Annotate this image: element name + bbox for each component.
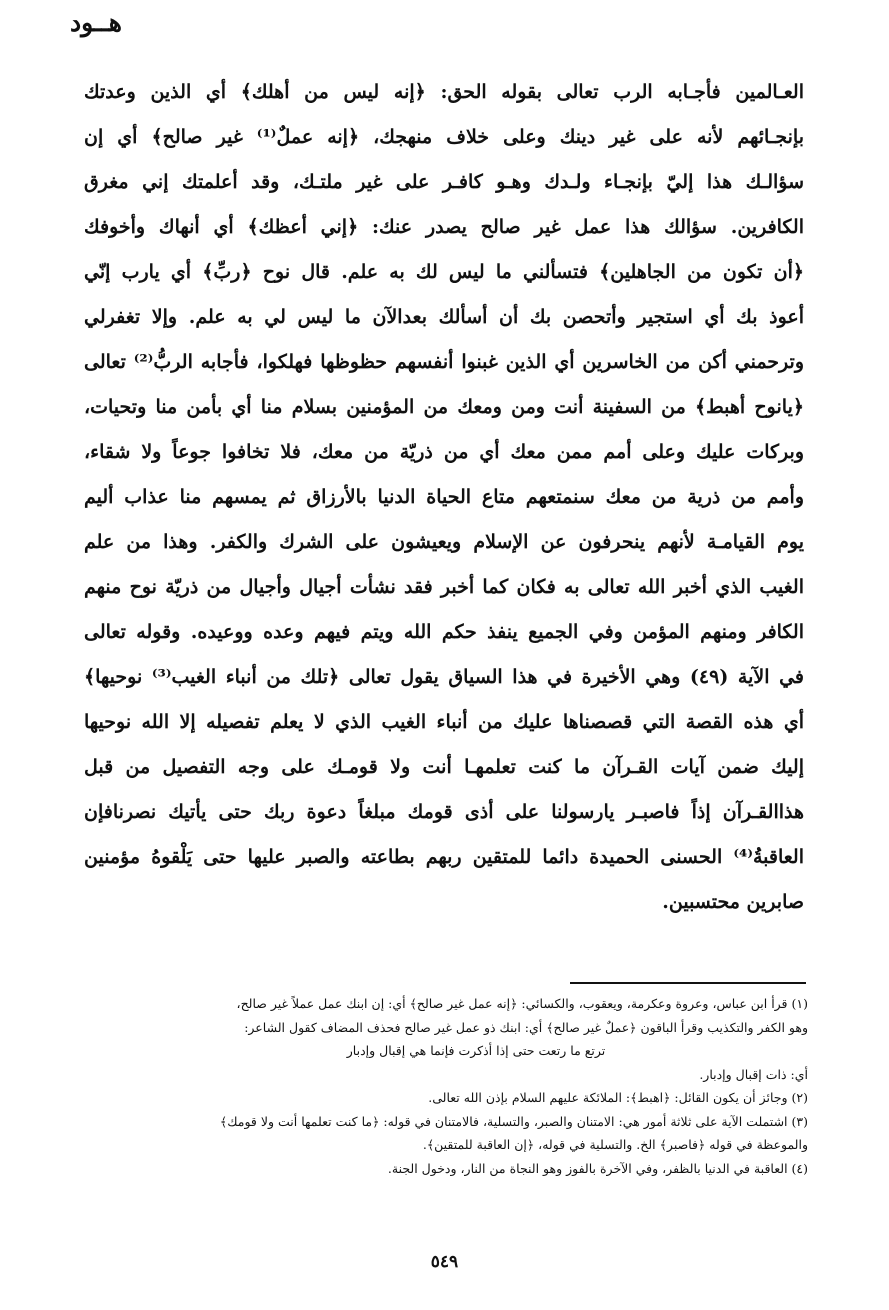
footnote-line: (٤) العاقبة في الدنيا بالظفر، وفي الآخرة بالفوز وهو النجاة من النار، ودخول الجنة. <box>387 1160 808 1176</box>
footnote-line: والموعظة في قوله ﴿فاصبر﴾ الخ. والتسلية في قوله، ﴿إن العاقبة للمتقين﴾. <box>422 1137 808 1152</box>
text-line: الكافرين. سؤالك هذا عمل غير صالح يصدر عنك: ﴿إني أعظك﴾ أي أنهاك وأخوفك <box>84 216 804 238</box>
text-line: الغيب الذي أخبر الله تعالى به فكان كما أخبر فقد نشأت أجيال وأجيال من ذريّة نوح منهم <box>84 576 804 598</box>
text-line: بإنجـائهم لأنه على غير دينك وعلى خلاف منهجك، ﴿إنه عملٌ⁽¹⁾ غير صالح﴾ أي إن <box>84 126 804 148</box>
text-line: الكافر ومنهم المؤمن وفي الجميع ينفذ حكم الله ويتم فيهم وعده ووعيده. وقوله تعالى <box>84 621 804 643</box>
footnotes <box>84 992 808 1180</box>
main-text <box>84 70 804 925</box>
text-line: سؤالـك هذا إليّ بإنجـاء ولـدك وهـو كافـر على غير ملتـك، وقد أعلمتك إني مغرق <box>84 171 804 193</box>
text-line: أعوذ بك أي استجير وأتحصن بك أن أسألك بعدالآن ما ليس لي به علم. وإلا تغفرلي <box>84 306 804 328</box>
text-line: إليك ضمن آيات القـرآن ما كنت تعلمهـا أنت ولا قومـك على وجه التفصيل من قبل <box>84 756 804 778</box>
text-line: وترحمني أكن من الخاسرين أي الذين غبنوا أنفسهم حظوظها فهلكوا، فأجابه الربُّ⁽²⁾ تعالى <box>84 351 804 373</box>
footnote-line: (٢) وجائز أن يكون القائل: ﴿اهبط﴾: الملائكة عليهم السلام بإذن الله تعالى. <box>428 1090 808 1105</box>
text-line: العـالمين فأجـابه الرب تعالى بقوله الحق: ﴿إنه ليس من أهلك﴾ أي الذين وعدتك <box>84 81 804 103</box>
footnote-line: أي: ذات إقبال وإدبار. <box>699 1066 808 1082</box>
footnote-line: (٣) اشتملت الآية على ثلاثة أمور هي: الامتنان والصبر، والتسلية، فالامتنان في قوله: ﴿ما كنت تعلمها أنت ولا قومك﴾ <box>219 1113 808 1129</box>
running-head: هــود <box>70 8 122 37</box>
text-line: هذاالقـرآن إذاً فاصبـر يارسولنا على أذى قومك مبلغاً دعوة ربك حتى يأتيك نصرنافإن <box>84 801 804 823</box>
text-line: العاقبةُ⁽⁴⁾ الحسنى الحميدة دائما للمتقين ربهم بطاعته والصبر عليها حتى يَلْقوهُ مؤمنين <box>84 846 804 868</box>
text-line: أي هذه القصة التي قصصناها عليك من أنباء الغيب الذي لا يعلم تفصيله إلا الله نوحيها <box>84 711 804 733</box>
text-line: وبركات عليك وعلى أمم ممن معك أي من ذريّة من معك، فلا تخافوا جوعاً ولا شقاء، <box>84 441 804 463</box>
footnote-line: (١) قرأ ابن عباس، وعروة وعكرمة، ويعقوب، والكسائي: ﴿إنه عمل غير صالح﴾ أي: إن ابنك عمل عملاً غير صالح، <box>236 996 808 1011</box>
footnote-separator <box>570 982 806 984</box>
text-line: ﴿أن تكون من الجاهلين﴾ فتسألني ما ليس لك به علم. قال نوح ﴿ربِّ﴾ أي يارب إنّي <box>84 261 804 283</box>
footnote-poem-line: ترتع ما رتعت حتى إذا أذكرت فإنما هي إقبال وإدبار <box>346 1043 606 1058</box>
text-line: ﴿يانوح أهبط﴾ من السفينة أنت ومن ومعك من المؤمنين بسلام منا أي بأمن منا وتحيات، <box>84 396 804 418</box>
text-line: في الآية (٤٩) وهي الأخيرة في هذا السياق يقول تعالى ﴿تلك من أنباء الغيب⁽³⁾ نوحيها﴾ <box>84 666 804 688</box>
footnote-line: وهو الكفر والتكذيب وقرأ الباقون ﴿عملٌ غير صالح﴾ أي: ابنك ذو عمل غير صالح فحذف المضاف كقول الشاعر: <box>244 1019 808 1035</box>
text-line: صابرين محتسبين. <box>662 891 804 913</box>
page-number: ٥٤٩ <box>430 1252 459 1272</box>
text-line: وأمم من ذرية من معك سنمتعهم متاع الحياة الدنيا بالأرزاق ثم يمسهم منا عذاب أليم <box>84 486 804 508</box>
text-line: يوم القيامـة لأنهم ينحرفون عن الإسلام ويعيشون على الشرك والكفر. وهذا من علم <box>84 531 804 553</box>
